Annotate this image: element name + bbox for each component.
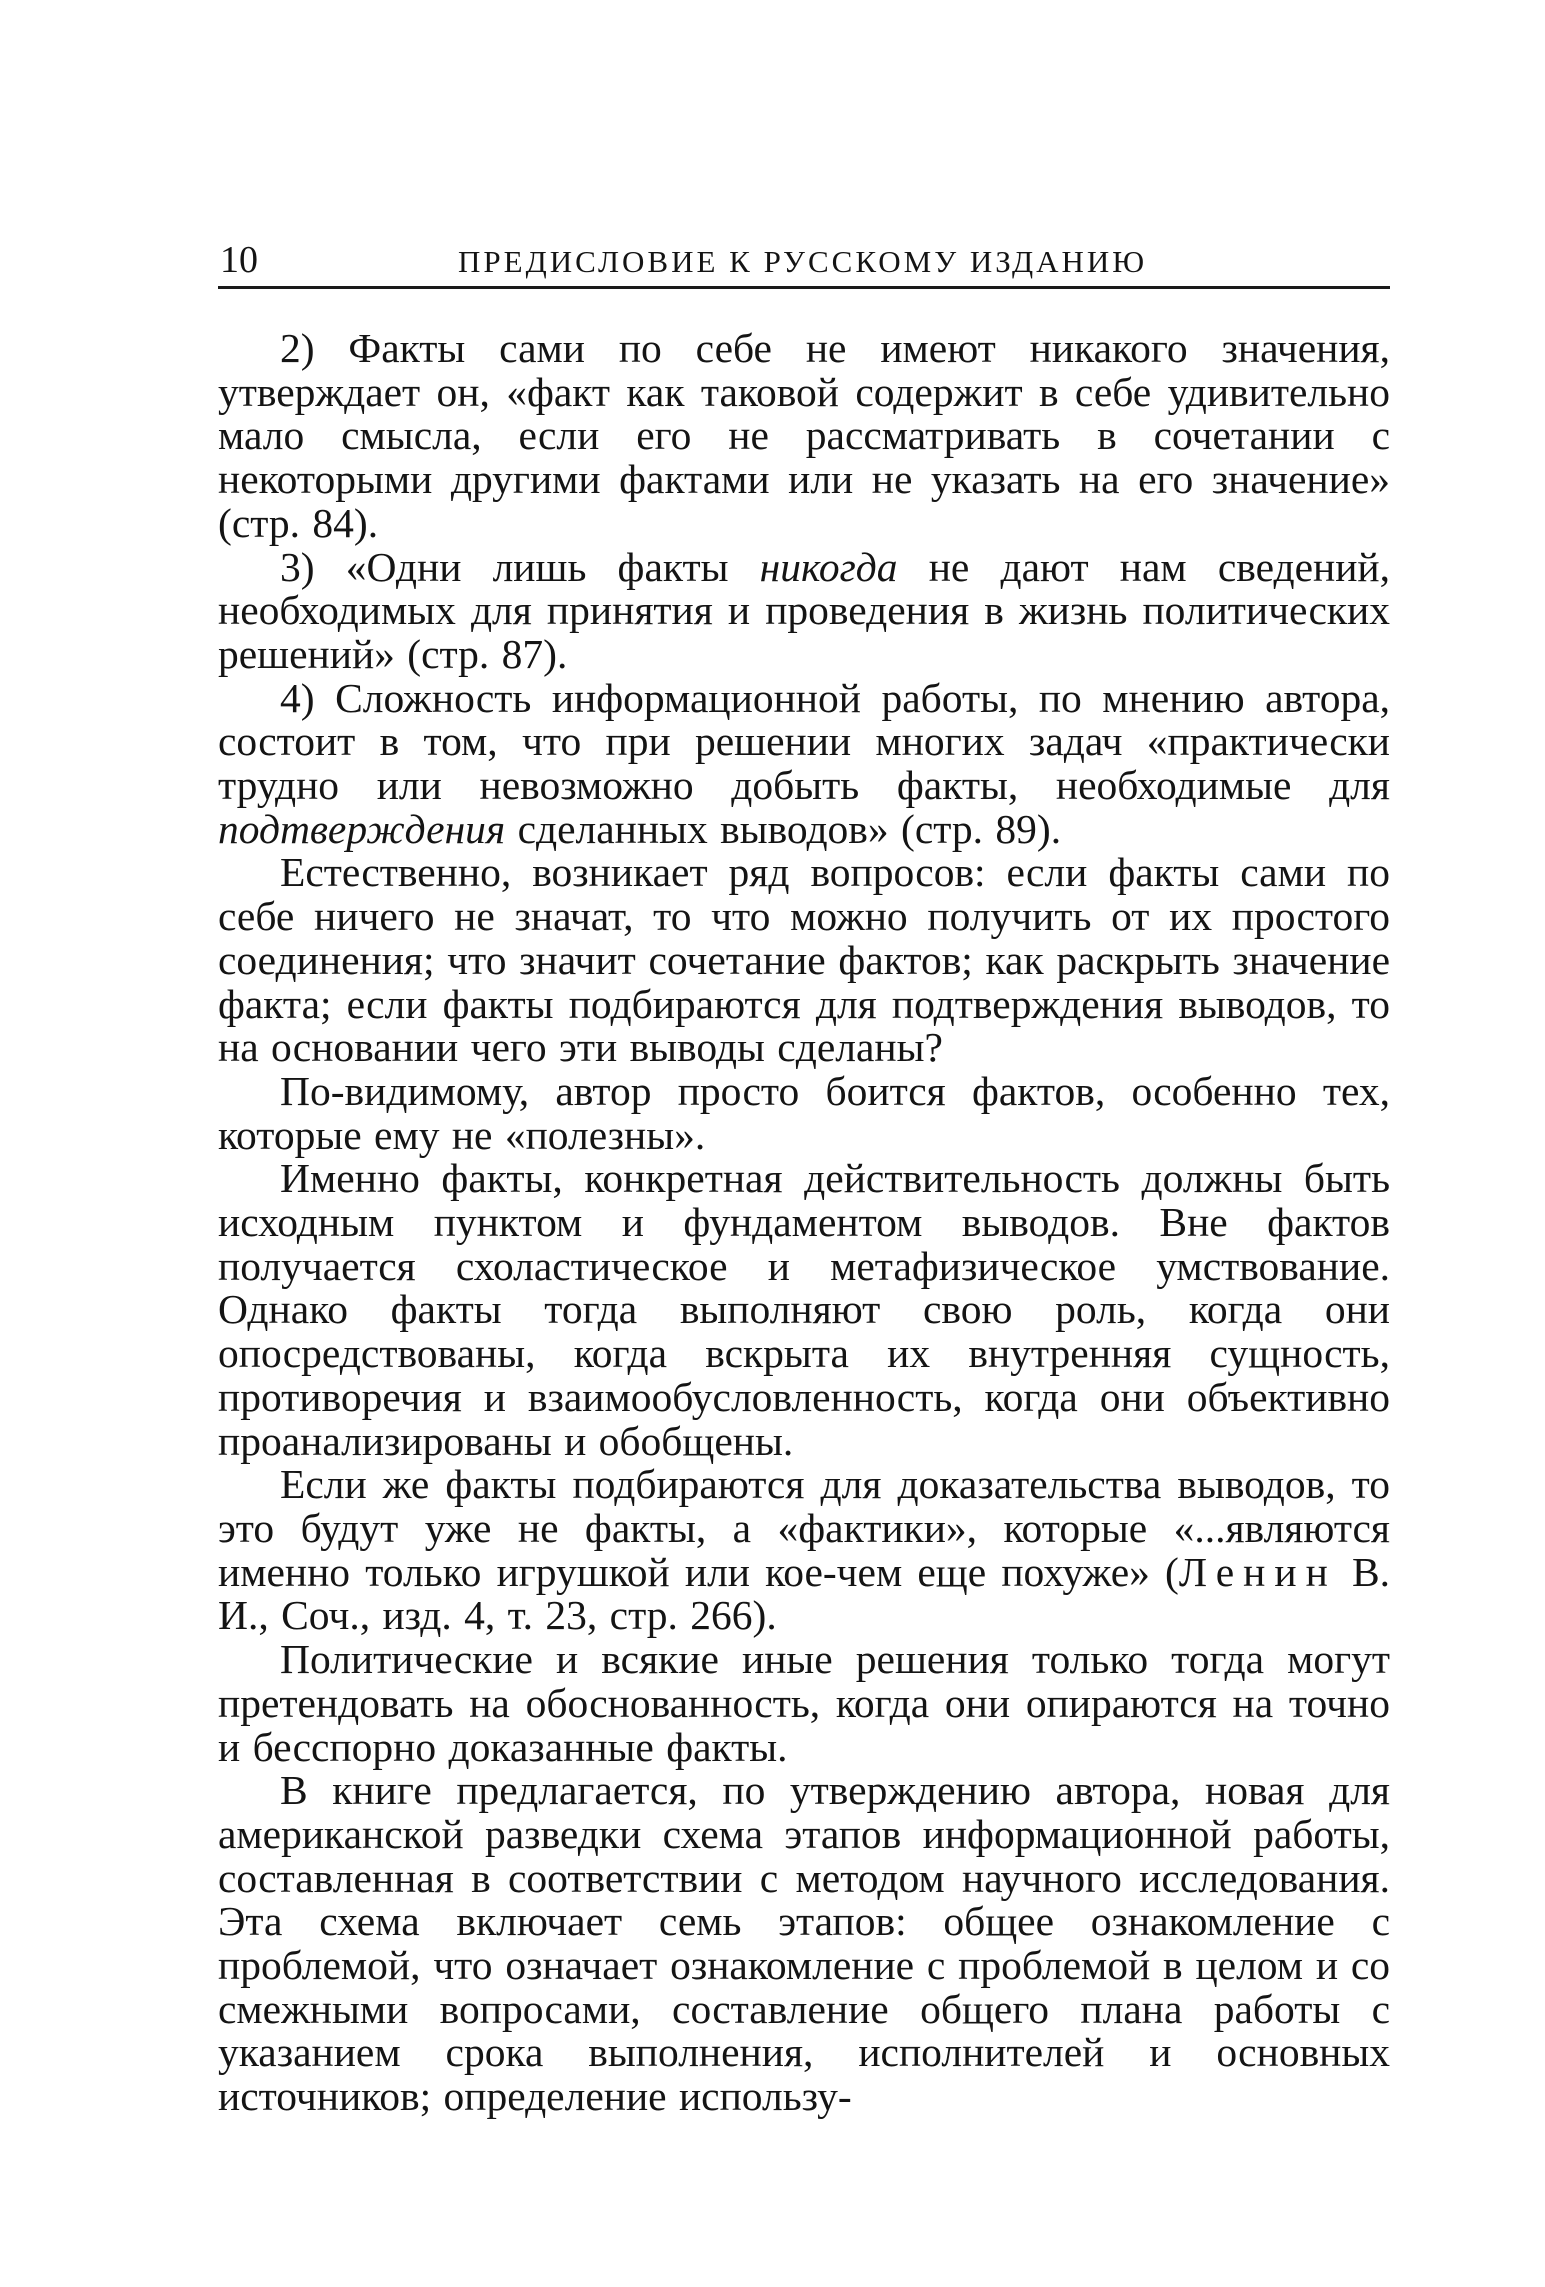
paragraph-point-4 bbox=[218, 674, 1390, 852]
page-number: 10 bbox=[220, 239, 258, 281]
paragraph-facts-foundation: Именно факты, конкретная действительность должны быть исходным пунктом и фундаментом выводов. Вне фактов получается схоластическое и метафизическое умствование. Однако факты тогда выполняют свою роль, когда они опосредствованы, когда вскрыта их внутренняя сущность, противоречия и взаимообусловленность, когда они объективно проанализированы и обобщены. bbox=[218, 1155, 1390, 1464]
paragraph-text: не дают нам сведений, необходимых для принятия и проведения в жизнь политических решений» (стр. 87). bbox=[218, 543, 1390, 677]
running-head bbox=[218, 236, 1390, 289]
paragraph-text: 3) «Одни лишь факты bbox=[280, 543, 760, 590]
paragraph-point-2: 2) Факты сами по себе не имеют никакого значения, утверждает он, «факт как таковой содержит в себе удивительно мало смысла, если его не рассматривать в сочетании с некоторыми другими фактами или не указать на его значение» (стр. 84). bbox=[218, 325, 1390, 546]
paragraph-point-3 bbox=[218, 543, 1390, 677]
paragraph-lenin-quote bbox=[218, 1463, 1390, 1638]
paragraph-decisions: Политические и всякие иные решения только тогда могут претендовать на обоснованность, когда они опираются на точно и бесспорно доказанные факты. bbox=[218, 1636, 1390, 1770]
paragraph-text: Если же факты подбираются для доказательства выводов, то это будут уже не факты, а «фактики», которые «...являются именно только игрушкой или кое-чем еще похуже» ( bbox=[218, 1461, 1390, 1595]
spaced-author-name: Ленин bbox=[1178, 1548, 1337, 1595]
italic-emphasis: подтверждения bbox=[218, 805, 506, 852]
paragraph-text: 4) Сложность информационной работы, по мнению автора, состоит в том, что при решении многих задач «практически трудно или невозможно добыть факты, необходимые для bbox=[218, 674, 1390, 809]
paragraph-author-fears: По-видимому, автор просто боится фактов, особенно тех, которые ему не «полезны». bbox=[218, 1067, 1390, 1158]
paragraph-text: В. И., Соч., изд. 4, т. 23, стр. 266). bbox=[218, 1548, 1390, 1639]
paragraph-text: сделанных выводов» (стр. 89). bbox=[505, 805, 1062, 852]
italic-emphasis: никогда bbox=[759, 543, 898, 590]
running-head-title: ПРЕДИСЛОВИЕ К РУССКОМУ ИЗДАНИЮ bbox=[458, 244, 1148, 279]
paragraph-scheme: В книге предлагается, по утверждению автора, новая для американской разведки схема этапов информационной работы, составленная в соответствии с методом научного исследования. Эта схема включает семь этапов: общее ознакомление с проблемой, что означает ознакомление с проблемой в целом и со смежными вопросами, составление общего плана работы с указанием срока выполнения, исполнителей и основных источников; определение использу- bbox=[218, 1767, 1390, 2120]
paragraph-questions: Естественно, возникает ряд вопросов: если факты сами по себе ничего не значат, то что можно получить от их простого соединения; что значит сочетание фактов; как раскрыть значение факта; если факты подбираются для подтверждения выводов, то на основании чего эти выводы сделаны? bbox=[218, 849, 1390, 1071]
book-page bbox=[218, 236, 1390, 2119]
body-text bbox=[218, 327, 1390, 2119]
